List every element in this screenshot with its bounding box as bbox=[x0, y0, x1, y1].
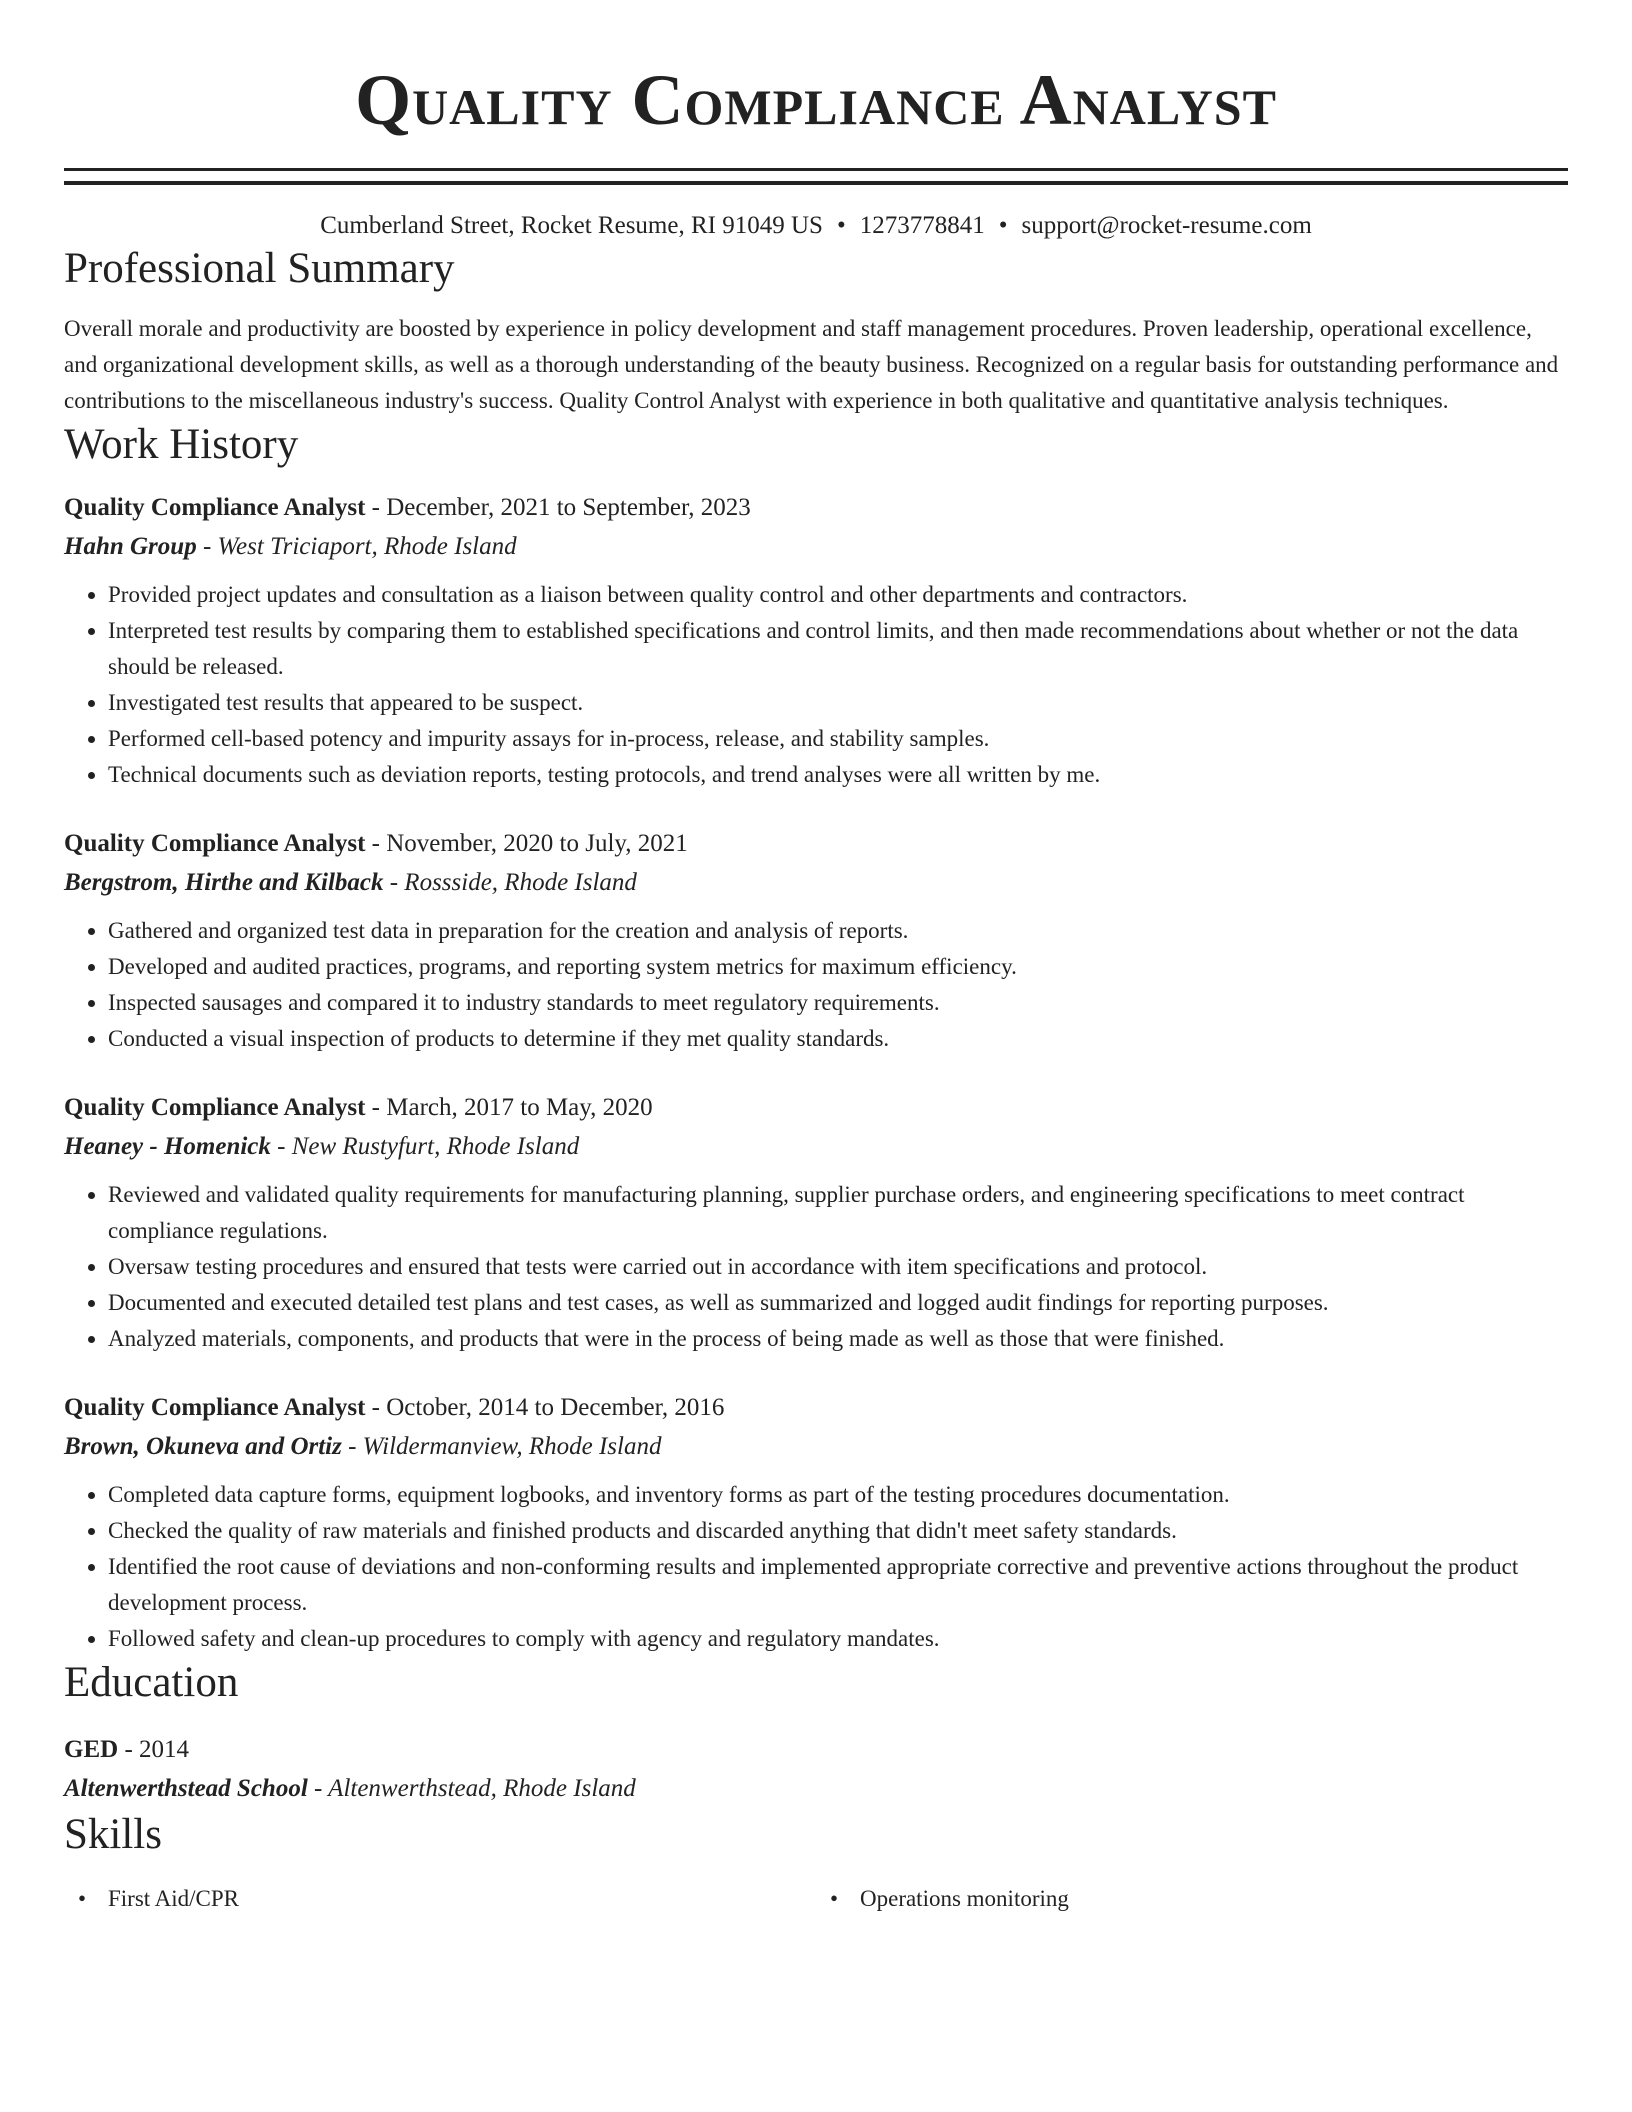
job-location: - Rossside, Rhode Island bbox=[383, 869, 637, 896]
job-bullet: • Analyzed materials, components, and products that were in the process of being made as well as those that were finished. bbox=[108, 1321, 1568, 1357]
job-entry bbox=[64, 1089, 1568, 1357]
job-bullet: • Performed cell-based potency and impurity assays for in-process, release, and stability samples. bbox=[108, 721, 1568, 757]
education-entry bbox=[64, 1731, 1568, 1809]
job-role: Quality Compliance Analyst bbox=[64, 830, 366, 857]
education-degree: GED bbox=[64, 1736, 119, 1763]
resume-title: Quality Compliance Analyst bbox=[355, 60, 1277, 140]
job-title-line bbox=[64, 489, 1568, 527]
summary-text: Overall morale and productivity are boosted by experience in policy development and staff management procedures. Proven leadership, operational excellence, and organizational development skills, as well as a thorough understanding of the beauty business. Recognized on a regular basis for outstanding performance and contributions to the miscellaneous industry's success. Quality Control Analyst with experience in both qualitative and quantitative analysis techniques. bbox=[64, 316, 1559, 413]
job-dates: - October, 2014 to December, 2016 bbox=[365, 1394, 725, 1421]
contact-address: Cumberland Street, Rocket Resume, RI 91049 US bbox=[320, 212, 823, 239]
contact-separator: • bbox=[836, 212, 846, 239]
job-dates: - November, 2020 to July, 2021 bbox=[365, 830, 688, 857]
job-bullet: • Reviewed and validated quality requirements for manufacturing planning, supplier purchase orders, and engineering specifications to meet contract compliance regulations. bbox=[108, 1177, 1568, 1249]
job-bullet: • Conducted a visual inspection of products to determine if they met quality standards. bbox=[108, 1021, 1568, 1057]
education-school-line bbox=[64, 1769, 1568, 1809]
resume-page bbox=[64, 0, 1568, 1917]
job-role: Quality Compliance Analyst bbox=[64, 1394, 366, 1421]
skill-item: • Operations monitoring bbox=[816, 1881, 1568, 1917]
skill-item: • First Aid/CPR bbox=[64, 1881, 816, 1917]
job-title-line bbox=[64, 1389, 1568, 1427]
job-bullets bbox=[64, 577, 1568, 793]
contact-email: support@rocket-resume.com bbox=[1021, 212, 1312, 239]
job-location: - Wildermanview, Rhode Island bbox=[341, 1433, 662, 1460]
skills-heading: Skills bbox=[64, 1811, 162, 1858]
job-bullet: • Technical documents such as deviation reports, testing protocols, and trend analyses were all written by me. bbox=[108, 757, 1568, 793]
education-year: - 2014 bbox=[118, 1736, 190, 1763]
job-bullet: • Provided project updates and consultation as a liaison between quality control and other departments and contractors. bbox=[108, 577, 1568, 613]
education-degree-line bbox=[64, 1731, 1568, 1769]
job-bullet: • Oversaw testing procedures and ensured that tests were carried out in accordance with item specifications and protocol. bbox=[108, 1249, 1568, 1285]
job-dates: - December, 2021 to September, 2023 bbox=[365, 494, 751, 521]
summary-heading: Professional Summary bbox=[64, 245, 455, 292]
job-bullet: • Developed and audited practices, programs, and reporting system metrics for maximum efficiency. bbox=[108, 949, 1568, 985]
job-bullets bbox=[64, 1477, 1568, 1657]
job-company-line bbox=[64, 1427, 1568, 1467]
work-history-heading: Work History bbox=[64, 421, 299, 468]
job-title-line bbox=[64, 825, 1568, 863]
job-company-line bbox=[64, 527, 1568, 567]
job-bullet: • Identified the root cause of deviations and non-conforming results and implemented appropriate corrective and preventive actions throughout the product development process. bbox=[108, 1549, 1568, 1621]
job-company: Heaney - Homenick bbox=[64, 1133, 271, 1160]
job-bullet: • Gathered and organized test data in preparation for the creation and analysis of reports. bbox=[108, 913, 1568, 949]
job-entry bbox=[64, 1389, 1568, 1657]
job-bullet: • Interpreted test results by comparing them to established specifications and control limits, and then made recommendations about whether or not the data should be released. bbox=[108, 613, 1568, 685]
job-bullet: • Completed data capture forms, equipment logbooks, and inventory forms as part of the testing procedures documentation. bbox=[108, 1477, 1568, 1513]
job-company: Brown, Okuneva and Ortiz bbox=[64, 1433, 342, 1460]
contact-line bbox=[64, 209, 1568, 243]
contact-separator: • bbox=[998, 212, 1008, 239]
contact-phone: 1273778841 bbox=[859, 212, 985, 239]
job-location: - West Triciaport, Rhode Island bbox=[196, 533, 517, 560]
job-entry bbox=[64, 825, 1568, 1057]
skills-list bbox=[64, 1881, 1568, 1917]
job-company-line bbox=[64, 1127, 1568, 1167]
job-company: Bergstrom, Hirthe and Kilback bbox=[64, 869, 384, 896]
job-entry bbox=[64, 489, 1568, 793]
job-company-line bbox=[64, 863, 1568, 903]
job-role: Quality Compliance Analyst bbox=[64, 1094, 366, 1121]
job-bullets bbox=[64, 1177, 1568, 1357]
job-bullet: • Investigated test results that appeared to be suspect. bbox=[108, 685, 1568, 721]
education-heading: Education bbox=[64, 1659, 239, 1706]
education-school: Altenwerthstead School bbox=[64, 1775, 308, 1802]
job-bullet: • Followed safety and clean-up procedures to comply with agency and regulatory mandates. bbox=[108, 1621, 1568, 1657]
job-bullet: • Documented and executed detailed test plans and test cases, as well as summarized and logged audit findings for reporting purposes. bbox=[108, 1285, 1568, 1321]
job-location: - New Rustyfurt, Rhode Island bbox=[270, 1133, 580, 1160]
job-dates: - March, 2017 to May, 2020 bbox=[365, 1094, 653, 1121]
job-role: Quality Compliance Analyst bbox=[64, 494, 366, 521]
job-bullet: • Inspected sausages and compared it to industry standards to meet regulatory requirements. bbox=[108, 985, 1568, 1021]
education-location: - Altenwerthstead, Rhode Island bbox=[307, 1775, 636, 1802]
job-bullets bbox=[64, 913, 1568, 1057]
job-company: Hahn Group bbox=[64, 533, 197, 560]
job-title-line bbox=[64, 1089, 1568, 1127]
title-double-rule bbox=[64, 168, 1568, 185]
job-bullet: • Checked the quality of raw materials and finished products and discarded anything that didn't meet safety standards. bbox=[108, 1513, 1568, 1549]
